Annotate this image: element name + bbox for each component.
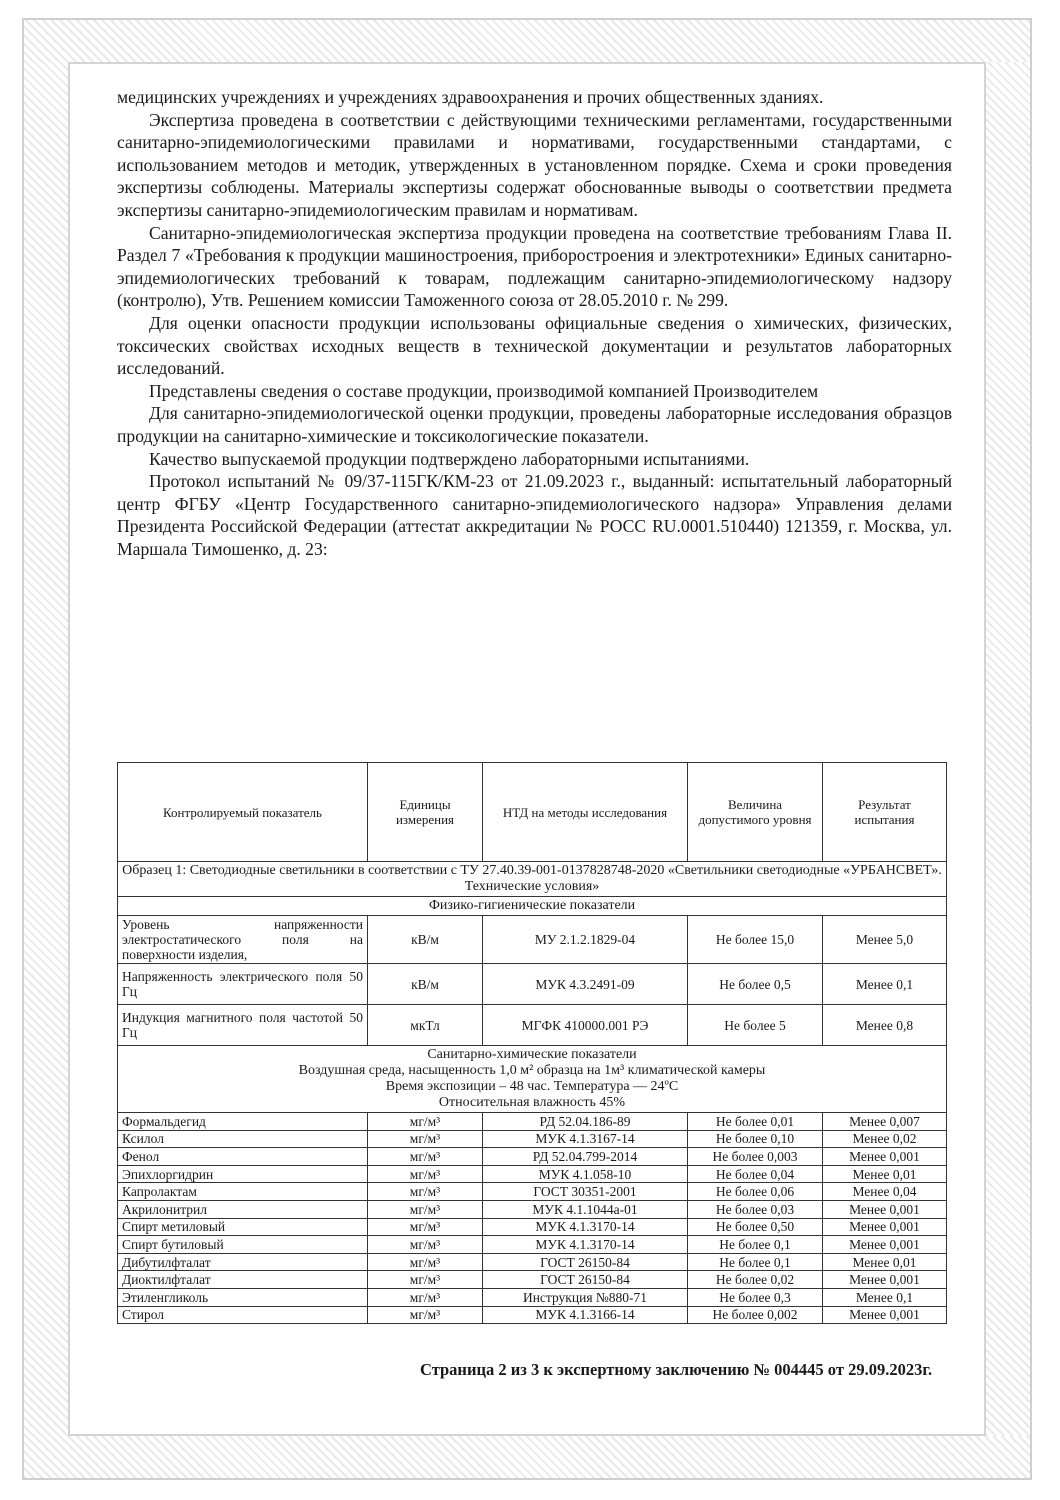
- table-cell: Уровень напряженности электростатического поля на поверхности изделия,: [118, 916, 368, 964]
- table-cell: Эпихлоргидрин: [118, 1165, 368, 1183]
- table-cell: Менее 0,02: [823, 1130, 947, 1148]
- section-title: [118, 1046, 947, 1113]
- table-cell: Инструкция №880-71: [483, 1288, 688, 1306]
- table-row: [118, 1253, 947, 1271]
- table-cell: МУК 4.1.3170-14: [483, 1236, 688, 1254]
- table-cell: Не более 0,01: [688, 1113, 823, 1131]
- section-title-line: Санитарно-химические показатели: [427, 1047, 637, 1062]
- table-cell: Не более 0,1: [688, 1253, 823, 1271]
- border-ornament-right: [986, 62, 1030, 1436]
- paragraph: Протокол испытаний № 09/37-115ГК/КМ-23 от 21.09.2023 г., выданный: испытательный лабораторный центр ФГБУ «Центр Государственного санитарно-эпидемиологического надзора» Управления делами Президента Российской Федерации (аттестат аккредитации № РОСС RU.0001.510440) 121359, г. Москва, ул. Маршала Тимошенко, д. 23:: [117, 471, 952, 559]
- table-cell: Не более 0,3: [688, 1288, 823, 1306]
- section-title-line: Время экспозиции – 48 час. Температура — 24ºС: [385, 1079, 679, 1094]
- table-cell: МУК 4.1.3167-14: [483, 1130, 688, 1148]
- table-cell: Менее 0,04: [823, 1183, 947, 1201]
- table-cell: Менее 0,001: [823, 1200, 947, 1218]
- table-cell: Не более 0,03: [688, 1200, 823, 1218]
- table-cell: Менее 0,001: [823, 1306, 947, 1324]
- table-row: [118, 1200, 947, 1218]
- table-cell: ГОСТ 30351-2001: [483, 1183, 688, 1201]
- table-cell: Спирт метиловый: [118, 1218, 368, 1236]
- table-cell: ГОСТ 26150-84: [483, 1253, 688, 1271]
- paragraph: Санитарно-эпидемиологическая экспертиза продукции проведена на соответствие требованиям Глава II. Раздел 7 «Требования к продукции машиностроения, приборостроения и электротехники» Единых санитарно-эпидемиологических требований к товарам, подлежащим санитарно-эпидемиологическому надзору (контролю), Утв. Решением комиссии Таможенного союза от 28.05.2010 г. № 299.: [117, 222, 952, 311]
- section-title: Физико-гигиенические показатели: [118, 897, 947, 916]
- table-cell: МУК 4.3.2491-09: [483, 964, 688, 1005]
- paragraph: Для санитарно-эпидемиологической оценки продукции, проведены лабораторные исследования образцов продукции на санитарно-химические и токсикологические показатели.: [117, 403, 952, 446]
- table-cell: Не более 0,003: [688, 1148, 823, 1166]
- sample-description: Образец 1: Светодиодные светильники в соответствии с ТУ 27.40.39-001-0137828748-2020 «Светильники светодиодные «УРБАНСВЕТ». Технические условия»: [118, 862, 947, 897]
- table-cell: Фенол: [118, 1148, 368, 1166]
- table-cell: Ксилол: [118, 1130, 368, 1148]
- table-row: [118, 1183, 947, 1201]
- table-cell: Индукция магнитного поля частотой 50 Гц: [118, 1005, 368, 1046]
- table-cell: Менее 0,001: [823, 1236, 947, 1254]
- table-cell: Не более 0,02: [688, 1271, 823, 1289]
- table-cell: Дибутилфталат: [118, 1253, 368, 1271]
- table-cell: Менее 0,01: [823, 1253, 947, 1271]
- column-header: Единицы измерения: [368, 763, 483, 862]
- table-row: [118, 1288, 947, 1306]
- table-row: [118, 1113, 947, 1131]
- table-cell: Менее 5,0: [823, 916, 947, 964]
- table-cell: мг/м³: [368, 1113, 483, 1131]
- paragraph: медицинских учреждениях и учреждениях здравоохранения и прочих общественных зданиях.: [117, 87, 824, 107]
- section-title-line: Воздушная среда, насыщенность 1,0 м² образца на 1м³ климатической камеры: [298, 1063, 766, 1078]
- table-cell: Менее 0,007: [823, 1113, 947, 1131]
- table-cell: ГОСТ 26150-84: [483, 1271, 688, 1289]
- table-row: [118, 1165, 947, 1183]
- table-cell: Менее 0,001: [823, 1271, 947, 1289]
- table-cell: мг/м³: [368, 1148, 483, 1166]
- paragraph: Для оценки опасности продукции использованы официальные сведения о химических, физических, токсических свойствах исходных веществ в технической документации и результатов лабораторных исследований.: [117, 312, 952, 379]
- test-results-table: [117, 762, 947, 1324]
- table-cell: мг/м³: [368, 1288, 483, 1306]
- column-header: НТД на методы исследования: [483, 763, 688, 862]
- table-cell: РД 52.04.186-89: [483, 1113, 688, 1131]
- table-cell: мг/м³: [368, 1130, 483, 1148]
- table-cell: Не более 5: [688, 1005, 823, 1046]
- table-cell: кВ/м: [368, 964, 483, 1005]
- table-cell: Менее 0,8: [823, 1005, 947, 1046]
- table-row: [118, 1130, 947, 1148]
- paragraph: Качество выпускаемой продукции подтверждено лабораторными испытаниями.: [149, 448, 750, 469]
- paragraph: Экспертиза проведена в соответствии с действующими техническими регламентами, государственными санитарно-эпидемиологическими правилами и нормативами, государственными стандартами, с использованием методов и методик, утвержденных в установленном порядке. Схема и сроки проведения экспертизы соблюдены. Материалы экспертизы содержат обоснованные выводы о соответствии предмета экспертизы санитарно-эпидемиологическим правилам и нормативам.: [117, 109, 952, 220]
- table-cell: мг/м³: [368, 1236, 483, 1254]
- border-ornament-top: [24, 20, 1030, 62]
- table-cell: Менее 0,01: [823, 1165, 947, 1183]
- column-header: Контролируемый показатель: [118, 763, 368, 862]
- table-cell: МУК 4.1.058-10: [483, 1165, 688, 1183]
- table-cell: Менее 0,001: [823, 1218, 947, 1236]
- table-cell: Диоктилфталат: [118, 1271, 368, 1289]
- table-cell: МУК 4.1.3166-14: [483, 1306, 688, 1324]
- table-cell: МГФК 410000.001 РЭ: [483, 1005, 688, 1046]
- table-cell: Не более 0,1: [688, 1236, 823, 1254]
- table-cell: Не более 0,5: [688, 964, 823, 1005]
- table-row: [118, 916, 947, 964]
- table-cell: МУК 4.1.1044а-01: [483, 1200, 688, 1218]
- table-row: [118, 1306, 947, 1324]
- table-cell: Менее 0,001: [823, 1148, 947, 1166]
- table-cell: Стирол: [118, 1306, 368, 1324]
- table-row: [118, 964, 947, 1005]
- paragraph: Представлены сведения о составе продукции, производимой компанией Производителем: [149, 380, 819, 401]
- table-cell: Не более 0,50: [688, 1218, 823, 1236]
- table-cell: Не более 0,002: [688, 1306, 823, 1324]
- table-cell: Акрилонитрил: [118, 1200, 368, 1218]
- table-cell: Спирт бутиловый: [118, 1236, 368, 1254]
- page-footer: Страница 2 из 3 к экспертному заключению № 004445 от 29.09.2023г.: [420, 1360, 933, 1379]
- table-cell: Не более 0,10: [688, 1130, 823, 1148]
- table-cell: РД 52.04.799-2014: [483, 1148, 688, 1166]
- table-cell: кВ/м: [368, 916, 483, 964]
- table-row: [118, 1236, 947, 1254]
- table-cell: Капролактам: [118, 1183, 368, 1201]
- table-cell: мг/м³: [368, 1183, 483, 1201]
- border-ornament-left: [24, 62, 68, 1436]
- table-cell: Этиленгликоль: [118, 1288, 368, 1306]
- table-cell: МУ 2.1.2.1829-04: [483, 916, 688, 964]
- table-cell: мг/м³: [368, 1218, 483, 1236]
- table-row: [118, 1005, 947, 1046]
- table-cell: мг/м³: [368, 1271, 483, 1289]
- table-row: [118, 1271, 947, 1289]
- column-header: Результат испытания: [823, 763, 947, 862]
- table-cell: Менее 0,1: [823, 964, 947, 1005]
- body-text: [117, 86, 952, 560]
- table-cell: мг/м³: [368, 1200, 483, 1218]
- table-cell: Не более 0,06: [688, 1183, 823, 1201]
- border-ornament-bottom: [24, 1436, 1030, 1478]
- section-title-line: Относительная влажность 45%: [438, 1095, 626, 1110]
- table-cell: Не более 15,0: [688, 916, 823, 964]
- table-cell: Не более 0,04: [688, 1165, 823, 1183]
- table-cell: Менее 0,1: [823, 1288, 947, 1306]
- table-cell: Формальдегид: [118, 1113, 368, 1131]
- table-cell: Напряженность электрического поля 50 Гц: [118, 964, 368, 1005]
- table-cell: мг/м³: [368, 1253, 483, 1271]
- column-header: Величина допустимого уровня: [688, 763, 823, 862]
- table-row: [118, 1148, 947, 1166]
- table-cell: МУК 4.1.3170-14: [483, 1218, 688, 1236]
- table-cell: мг/м³: [368, 1306, 483, 1324]
- table-row: [118, 1218, 947, 1236]
- table-cell: мг/м³: [368, 1165, 483, 1183]
- table-cell: мкТл: [368, 1005, 483, 1046]
